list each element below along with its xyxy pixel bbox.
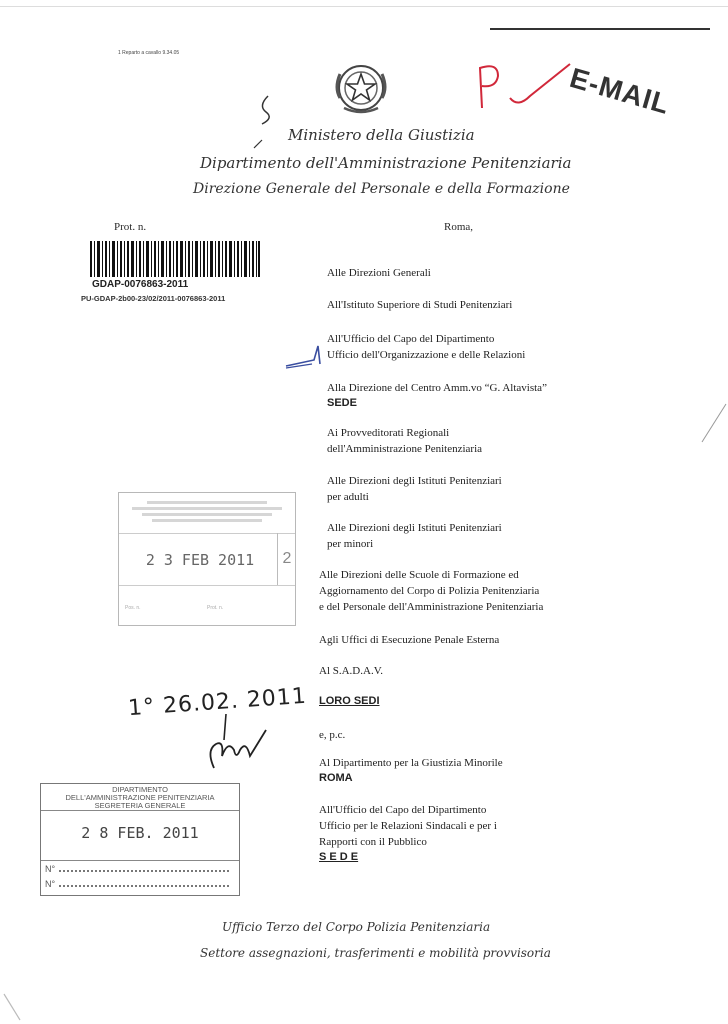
stamp-prot-label: Prot. n. (207, 605, 224, 611)
recipient-line: Aggiornamento del Corpo di Polizia Penitenziaria (319, 585, 540, 597)
recipient-line: Alle Direzioni delle Scuole di Formazione ed (319, 569, 519, 581)
stamp-header (41, 786, 239, 810)
top-rule (490, 28, 710, 30)
barcode-icon (90, 241, 260, 277)
email-stamp: E-MAIL (566, 62, 674, 121)
stamp-line: DIPARTIMENTO (112, 785, 168, 794)
red-handwritten-mark (470, 58, 580, 118)
place-label: Roma, (444, 221, 474, 233)
handwritten-initial-mark (248, 90, 288, 150)
recipient-line: per minori (327, 538, 374, 550)
recipient-line: Alle Direzioni degli Istituti Penitenziari (327, 475, 502, 487)
recipient-line: dell'Amministrazione Penitenziaria (327, 443, 483, 455)
stamp-dotted-line (59, 870, 229, 872)
stamp-number: 2 (277, 533, 296, 585)
recipient-line: LORO SEDI (319, 695, 380, 707)
stamp-line: DELL'AMMINISTRAZIONE PENITENZIARIA (65, 793, 215, 802)
handwritten-signature (200, 710, 270, 772)
secretariat-stamp (40, 783, 240, 896)
handwritten-arrow-mark (284, 340, 326, 370)
scan-artifact-mark (700, 400, 728, 444)
protocol-label: Prot. n. (114, 221, 147, 233)
recipient-line: Alla Direzione del Centro Amm.vo “G. Altavista” (327, 382, 547, 394)
stamp-divider (41, 810, 239, 811)
copy-label: e, p.c. (319, 729, 346, 741)
recipient-line: Ai Provveditorati Regionali (327, 427, 450, 439)
barcode-code: GDAP-0076863-2011 (92, 279, 189, 290)
recipient-line: Ufficio per le Relazioni Sindacali e per i (319, 820, 497, 832)
recipient-line: e del Personale dell'Amministrazione Penitenziaria (319, 601, 544, 613)
fax-header-line: 1 Reparto a cavallo 9.34.05 (118, 50, 180, 56)
republic-emblem-icon (330, 58, 392, 120)
recipient-line: Ufficio dell'Organizzazione e delle Relazioni (327, 349, 526, 361)
recipient-line: All'Ufficio del Capo del Dipartimento (319, 804, 487, 816)
recipient-line: ROMA (319, 772, 353, 784)
footer-office: Ufficio Terzo del Corpo Polizia Penitenziaria (222, 920, 491, 934)
stamp-line: SEGRETERIA GENERALE (94, 801, 186, 810)
recipient-line: Alle Direzioni Generali (327, 267, 431, 279)
stamp-number-label: N° (45, 864, 56, 874)
stamp-date: 2 8 FEB. 2011 (81, 824, 199, 842)
recipient-line: per adulti (327, 491, 369, 503)
recipient-line: S E D E (319, 851, 359, 863)
stamp-number-label: N° (45, 879, 56, 889)
recipient-line: Alle Direzioni degli Istituti Penitenziari (327, 522, 502, 534)
stamp-header-faded (119, 493, 295, 534)
recipient-line: Al Dipartimento per la Giustizia Minorile (319, 757, 503, 769)
recipient-line: All'Istituto Superiore di Studi Penitenziari (327, 299, 513, 311)
recipient-line: Agli Uffici di Esecuzione Penale Esterna (319, 634, 500, 646)
recipient-line: SEDE (327, 397, 357, 409)
department-title: Dipartimento dell'Amministrazione Penitenziaria (200, 154, 572, 172)
scan-edge (0, 6, 728, 7)
stamp-date: 2 3 FEB 2011 (145, 551, 255, 569)
recipient-line: All'Ufficio del Capo del Dipartimento (327, 333, 495, 345)
stamp-pos-label: Pos. n. (125, 605, 141, 611)
barcode-reference: PU-GDAP-2b00-23/02/2011-0076863-2011 (81, 294, 226, 303)
stamp-dotted-line (59, 885, 229, 887)
recipient-line: Al S.A.D.A.V. (319, 665, 383, 677)
reception-stamp-faded (118, 492, 296, 626)
footer-sector: Settore assegnazioni, trasferimenti e mobilità provvisoria (200, 946, 551, 960)
handwritten-date: 1° 26.02. 2011 (127, 683, 308, 722)
scan-artifact-mark (0, 990, 24, 1024)
stamp-divider (119, 585, 295, 586)
recipient-line: Rapporti con il Pubblico (319, 836, 427, 848)
ministry-title: Ministero della Giustizia (288, 126, 475, 144)
directorate-title: Direzione Generale del Personale e della Formazione (193, 181, 570, 197)
stamp-divider (41, 860, 239, 861)
